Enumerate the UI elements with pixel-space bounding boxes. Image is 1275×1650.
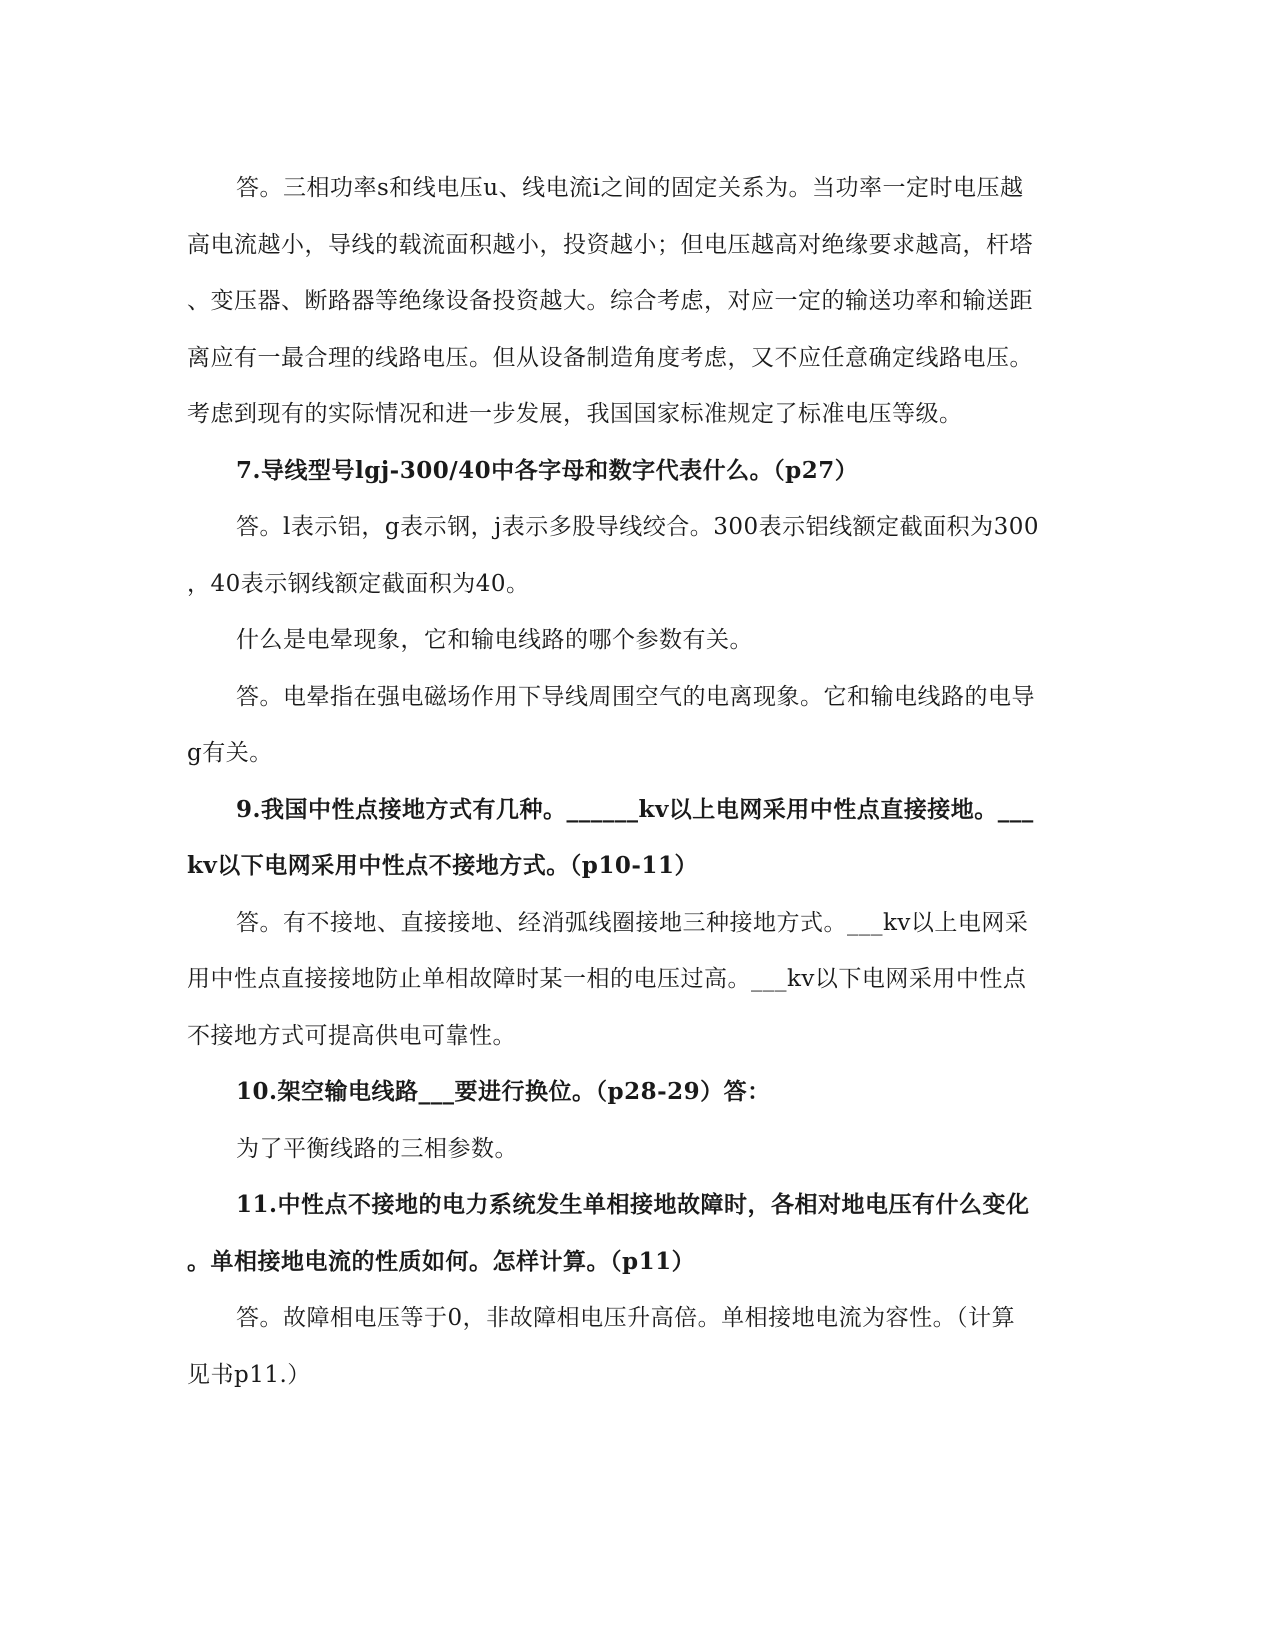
answer-9-line-2: 用中性点直接接地防止单相故障时某一相的电压过高。___kv以下电网采用中性点: [187, 966, 1027, 992]
question-7: 7.导线型号lgj-300/40中各字母和数字代表什么。（p27）: [236, 457, 859, 484]
question-11-line-2: 。单相接地电流的性质如何。怎样计算。（p11）: [187, 1248, 696, 1275]
answer-9-line-1: 答。有不接地、直接接地、经消弧线圈接地三种接地方式。___kv以上电网采: [236, 910, 1029, 936]
answer-11-line-2: 见书p11.）: [187, 1362, 311, 1388]
answer-6-line-5: 考虑到现有的实际情况和进一步发展，我国国家标准规定了标准电压等级。: [187, 401, 963, 427]
answer-7-line-2: ，40表示钢线额定截面积为40。: [187, 571, 530, 597]
answer-6-line-3: 、变压器、断路器等绝缘设备投资越大。综合考虑，对应一定的输送功率和输送距: [187, 288, 1033, 314]
answer-8-line-2: g有关。: [187, 740, 273, 766]
answer-6-line-1: 答。三相功率s和线电压u、线电流i之间的固定关系为。当功率一定时电压越: [236, 175, 1024, 201]
question-9-line-1: 9.我国中性点接地方式有几种。______kv以上电网采用中性点直接接地。___: [236, 796, 1034, 823]
question-10: 10.架空输电线路___要进行换位。（p28-29）答：: [236, 1078, 771, 1105]
question-11-line-1: 11.中性点不接地的电力系统发生单相接地故障时，各相对地电压有什么变化: [236, 1191, 1030, 1218]
answer-11-line-1: 答。故障相电压等于0，非故障相电压升高倍。单相接地电流为容性。（计算: [236, 1305, 1016, 1331]
answer-6-line-4: 离应有一最合理的线路电压。但从设备制造角度考虑，又不应任意确定线路电压。: [187, 345, 1033, 371]
answer-9-line-3: 不接地方式可提高供电可靠性。: [187, 1023, 516, 1049]
answer-6-line-2: 高电流越小，导线的载流面积越小，投资越小；但电压越高对绝缘要求越高，杆塔: [187, 232, 1033, 258]
answer-8-line-1: 答。电晕指在强电磁场作用下导线周围空气的电离现象。它和输电线路的电导: [236, 684, 1035, 710]
answer-7-line-1: 答。l表示铝，g表示钢，j表示多股导线绞合。300表示铝线额定截面积为300: [236, 514, 1040, 540]
answer-10: 为了平衡线路的三相参数。: [236, 1136, 518, 1162]
question-8: 什么是电晕现象，它和输电线路的哪个参数有关。: [236, 627, 753, 653]
question-9-line-2: kv以下电网采用中性点不接地方式。（p10-11）: [187, 852, 698, 879]
